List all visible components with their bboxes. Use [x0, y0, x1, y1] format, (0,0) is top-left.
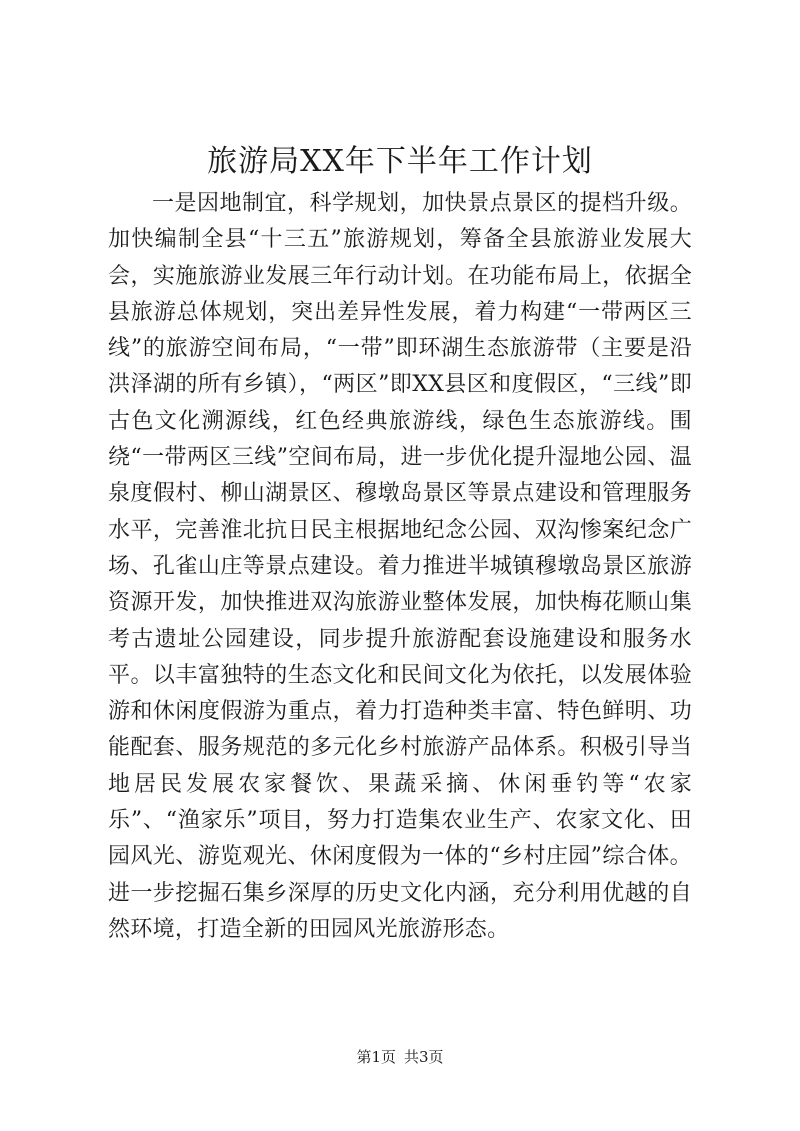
body-paragraph: 一是因地制宜，科学规划，加快景点景区的提档升级。加快编制全县“十三五”旅游规划，筹备全县旅游业发展大会，实施旅游业发展三年行动计划。在功能布局上，依据全县旅游总体规划，突出差异性发展，着力构建“一带两区三线”的旅游空间布局，“一带”即环湖生态旅游带（主要是沿洪泽湖的所有乡镇），“两区”即XX县区和度假区，“三线”即古色文化溯源线，红色经典旅游线，绿色生态旅游线。围绕“一带两区三线”空间布局，进一步优化提升湿地公园、温泉度假村、柳山湖景区、穆墩岛景区等景点建设和管理服务水平，完善淮北抗日民主根据地纪念公园、双沟惨案纪念广场、孔雀山庄等景点建设。着力推进半城镇穆墩岛景区旅游资源开发，加快推进双沟旅游业整体发展，加快梅花顺山集考古遗址公园建设，同步提升旅游配套设施建设和服务水平。以丰富独特的生态文化和民间文化为依托，以发展体验游和休闲度假游为重点，着力打造种类丰富、特色鲜明、功能配套、服务规范的多元化乡村旅游产品体系。积极引导当地居民发展农家餐饮、果蔬采摘、休闲垂钓等“农家乐”、“渔家乐”项目，努力打造集农业生产、农家文化、田园风光、游览观光、休闲度假为一体的“乡村庄园”综合体。进一步挖掘石集乡深厚的历史文化内涵，充分利用优越的自然环境，打造全新的田园风光旅游形态。 — [108, 191, 692, 942]
page-number: 第1页 — [356, 1048, 396, 1066]
page-total: 共3页 — [404, 1048, 444, 1066]
document-title: 旅游局XX年下半年工作计划 — [207, 144, 593, 179]
page-footer — [0, 1047, 800, 1067]
